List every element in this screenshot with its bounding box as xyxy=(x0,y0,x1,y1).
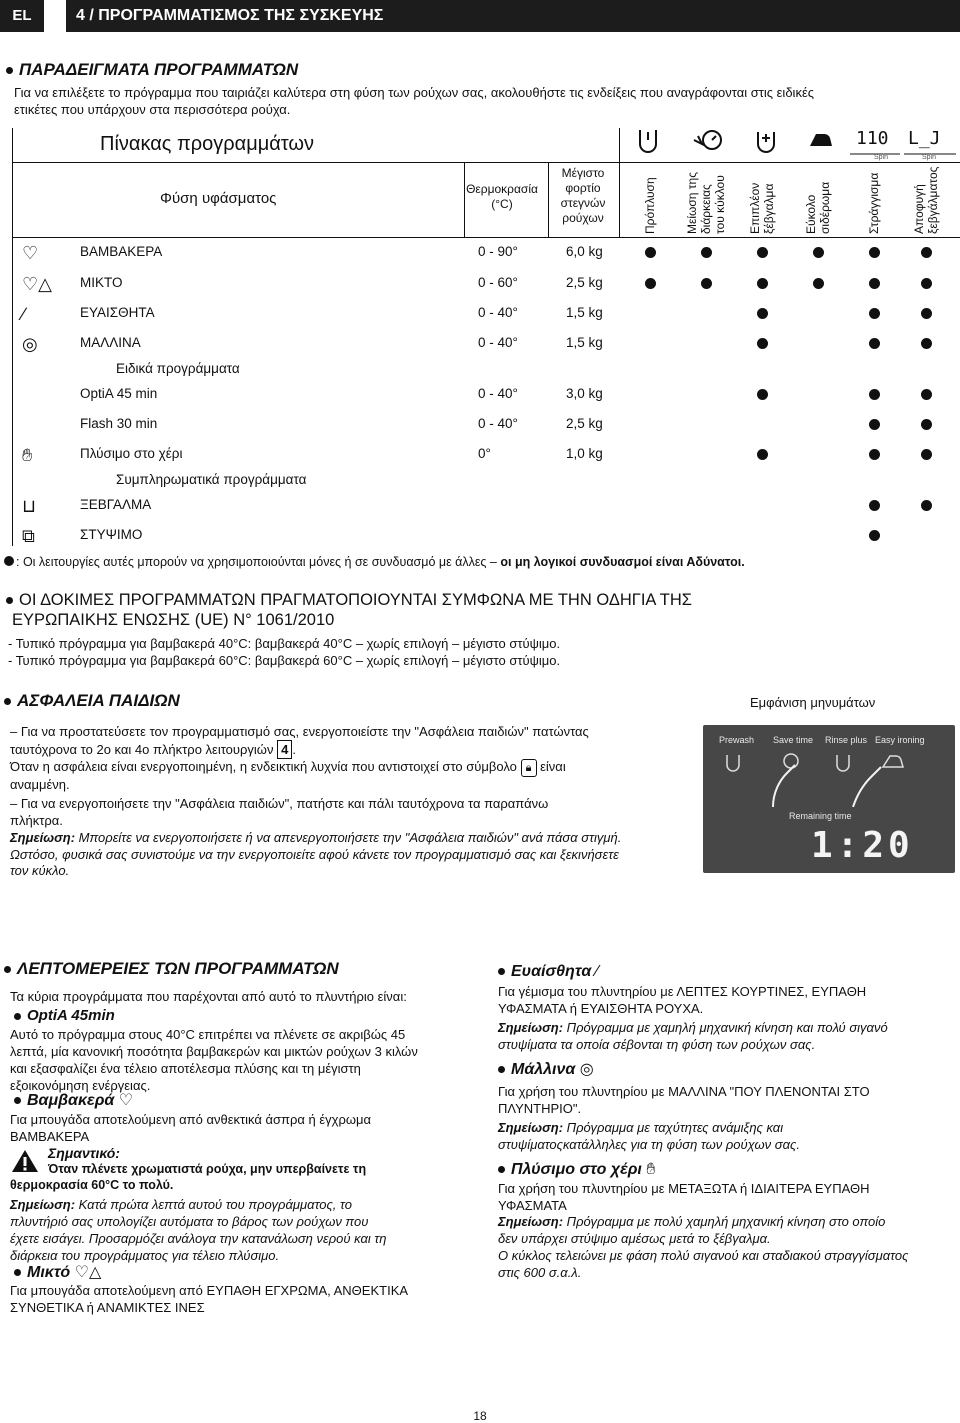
child-lock-p2b-text: είναι xyxy=(540,759,566,774)
option-available-mark xyxy=(869,247,880,258)
mixed-icon: ♡△ xyxy=(74,1264,102,1281)
tests-title-1-text: ΟΙ ΔΟΚΙΜΕΣ ΠΡΟΓΡΑΜΜΑΤΩΝ ΠΡΑΓΜΑΤΟΠΟΙΟΥΝΤΑΙ ΣΥΜΦΩΝΑ ΜΕ ΤΗΝ ΟΔΗΓΙΑ ΤΗΣ xyxy=(19,591,693,609)
display-caption: Εμφάνιση μηνυμάτων xyxy=(750,695,876,710)
grid-line xyxy=(619,128,620,237)
child-lock-p2c: αναμμένη. xyxy=(10,777,70,792)
option-available-mark xyxy=(921,389,932,400)
no-rinse-display-icon xyxy=(904,128,956,154)
subhead-supplementary: Συμπληρωματικά προγράμματα xyxy=(116,472,307,487)
option-label-4: Στράγγισμα xyxy=(867,172,881,234)
bullet-icon xyxy=(498,1066,505,1073)
row-label: ΞΕΒΓΑΛΜΑ xyxy=(80,497,152,512)
optia-title-text: OptiA 45min xyxy=(27,1007,115,1024)
row-label: Flash 30 min xyxy=(80,416,158,431)
hand-note-line xyxy=(498,1213,958,1230)
remaining-time-value: 1:20 xyxy=(811,825,914,866)
cotton-title-text: Βαμβακερά xyxy=(27,1092,115,1109)
option-available-mark xyxy=(869,449,880,460)
optia-text xyxy=(10,1026,470,1094)
child-lock-p1a: – Για να προστατεύσετε τον προγραμματισμό σας, ενεργοποιείστε την "Ασφάλεια παιδιών" πατώντας xyxy=(10,724,589,739)
details-title xyxy=(4,958,339,979)
hand-title-text: Πλύσιμο στο χέρι xyxy=(511,1161,642,1178)
optia-text-text: Αυτό το πρόγραμμα στους 40°C επιτρέπει να πλένετε σε ακριβώς 45 xyxy=(10,1027,406,1042)
note-label: Σημείωση: xyxy=(498,1214,567,1229)
option-available-mark xyxy=(921,247,932,258)
cotton-text-line xyxy=(10,1111,470,1128)
key-4-icon: 4 xyxy=(277,740,292,759)
cotton-note-lines-line xyxy=(10,1213,470,1230)
control-panel-display xyxy=(703,725,955,873)
rinse-plus-icon xyxy=(758,132,774,152)
panel-buttons xyxy=(703,747,955,807)
cotton-note xyxy=(10,1196,470,1264)
hand-note-line xyxy=(498,1247,958,1264)
legend-dot-icon xyxy=(4,556,14,566)
mixed-text-line xyxy=(10,1299,470,1316)
row-load: 1,5 kg xyxy=(566,305,603,320)
optia-title xyxy=(14,1007,115,1026)
spin-label-1: Spin xyxy=(874,154,889,161)
wool-note xyxy=(498,1119,958,1153)
option-available-mark xyxy=(869,278,880,289)
delicate-note-line xyxy=(498,1019,958,1036)
section-header: 4 / ΠΡΟΓΡΑΜΜΑΤΙΣΜΟΣ ΤΗΣ ΣΥΣΚΕΥΗΣ xyxy=(66,0,960,32)
cotton-title xyxy=(14,1091,133,1111)
wool-text-text: Για χρήση του πλυντηρίου με ΜΑΛΛΙΝΑ "ΠΟΥ ΠΛΕΝΟΝΤΑΙ ΣΤΟ xyxy=(498,1084,870,1099)
mixed-icon: ♡△ xyxy=(22,274,52,294)
examples-intro-2: ετικέτες που υπάρχουν στα περισσότερα ρούχα. xyxy=(14,102,291,117)
child-lock-p3a: – Για να ενεργοποιήσετε την "Ασφάλεια παιδιών", πατήστε και πάλι ταυτόχρονα τα παραπάνω xyxy=(10,796,549,811)
delicate-title-text: Ευαίσθητα xyxy=(511,963,592,980)
row-temp: 0 - 40° xyxy=(478,335,518,350)
cotton-note-lines-line xyxy=(10,1247,470,1264)
wool-icon: ◎ xyxy=(22,334,38,354)
wool-icon: ◎ xyxy=(579,1061,594,1078)
option-available-mark xyxy=(813,247,824,258)
wool-text-line xyxy=(498,1100,958,1117)
bullet-icon xyxy=(498,968,505,975)
delicate-note-text: στυψίματα τα οποία σέβονται τη φύση των ρούχων σας. xyxy=(498,1037,816,1052)
delicate-text-line xyxy=(498,983,958,1000)
option-available-mark xyxy=(921,419,932,430)
bullet-icon xyxy=(6,597,13,604)
option-label-0: Πρόπλυση xyxy=(643,177,657,234)
option-icons xyxy=(620,124,960,164)
row-label: Πλύσιμο στο χέρι xyxy=(80,446,183,461)
examples-intro-1: Για να επιλέξετε το πρόγραμμα που ταιριάζει καλύτερα στη φύση των ρούχων σας, ακολουθήστε τις ενδείξεις που αναγράφονται στις ειδικές xyxy=(14,85,815,100)
option-available-mark xyxy=(869,419,880,430)
delicate-note-text: Πρόγραμμα με χαμηλή μηχανική κίνηση και πολύ σιγανό xyxy=(566,1020,888,1035)
option-available-mark xyxy=(869,500,880,511)
panel-btn-easyironing-label: Easy ironing xyxy=(875,735,925,745)
delicate-title xyxy=(498,962,598,982)
wool-text-line xyxy=(498,1083,958,1100)
tests-line-1: - Τυπικό πρόγραμμα για βαμβακερά 40°C: βαμβακερά 40°C – χωρίς επιλογή – μέγιστο στύψιμο. xyxy=(8,636,561,651)
optia-text-line xyxy=(10,1060,470,1077)
child-lock-p2 xyxy=(10,758,566,777)
hand-note-text: Ο κύκλος τελειώνει με φάση πολύ σιγανού και σταδιακού στραγγίσματος xyxy=(498,1248,909,1263)
child-lock-title xyxy=(4,690,180,711)
details-title-text: ΛΕΠΤΟΜΕΡΕΙΕΣ ΤΩΝ ΠΡΟΓΡΑΜΜΑΤΩΝ xyxy=(17,959,339,978)
row-temp: 0 - 60° xyxy=(478,275,518,290)
lock-icon: 🔒︎ xyxy=(521,759,537,777)
bullet-icon xyxy=(4,698,11,705)
bullet-icon xyxy=(6,67,13,74)
panel-savetime-icon xyxy=(784,754,798,768)
optia-text-line xyxy=(10,1043,470,1060)
mixed-title xyxy=(14,1263,101,1283)
child-lock-note-3: τον κύκλο. xyxy=(10,863,70,878)
option-available-mark xyxy=(869,530,880,541)
note-1: Μπορείτε να ενεργοποιήσετε ή να απενεργοποιήσετε την "Ασφάλεια παιδιών" ανά πάσα στιγμή. xyxy=(78,830,622,845)
delicate-text xyxy=(498,983,958,1017)
bullet-icon xyxy=(14,1269,21,1276)
delicate-note-line xyxy=(498,1036,958,1053)
row-temp: 0 - 90° xyxy=(478,244,518,259)
hand-note-text: στις 600 σ.α.λ. xyxy=(498,1265,582,1280)
grid-line xyxy=(12,237,960,238)
warning-icon xyxy=(10,1148,40,1174)
cotton-icon: ♡ xyxy=(118,1092,134,1109)
legend-bold: οι μη λογικοί συνδυασμοί είναι Αδύνατοι. xyxy=(500,555,745,569)
cotton-text xyxy=(10,1111,470,1145)
option-available-mark xyxy=(921,500,932,511)
delicate-note xyxy=(498,1019,958,1053)
cotton-note-lines-text: Κατά πρώτα λεπτά αυτού του προγράμματος, το xyxy=(78,1197,352,1212)
panel-btn-rinseplus-label: Rinse plus xyxy=(825,735,868,745)
grid-line xyxy=(464,162,465,237)
delicate-icon: ∕ xyxy=(595,963,599,980)
table-title: Πίνακας προγραμμάτων xyxy=(100,133,315,155)
wool-text xyxy=(498,1083,958,1117)
rinse-icon: ⊔ xyxy=(22,496,37,516)
hand-text-text: Για χρήση του πλυντηρίου με ΜΕΤΑΞΩΤΑ ή ΙΔΙΑΙΤΕΡΑ ΕΥΠΑΘΗ xyxy=(498,1181,870,1196)
option-label-1: Μείωση της διάρκειας του κύκλου xyxy=(685,172,727,234)
easy-iron-icon xyxy=(810,134,832,146)
cotton-note-lines-text: διάρκεια του προγράμματος για τέλειο πλύσιμο. xyxy=(10,1248,280,1263)
delicate-text-text: Για γέμισμα του πλυντηρίου με ΛΕΠΤΕΣ ΚΟΥΡΤΙΝΕΣ, ΕΥΠΑΘΗ xyxy=(498,984,867,999)
child-lock-p1b: ταυτόχρονα το 2ο και 4ο πλήκτρο λειτουργιών 4 . xyxy=(10,742,296,757)
optia-text-text: εξοικονόμηση ενέργειας. xyxy=(10,1078,151,1093)
option-label-3: Εύκολο σιδέρωμα xyxy=(804,181,832,234)
option-available-mark xyxy=(701,278,712,289)
child-lock-title-text: ΑΣΦΑΛΕΙΑ ΠΑΙΔΙΩΝ xyxy=(17,691,180,710)
option-available-mark xyxy=(757,389,768,400)
spin-display-icon xyxy=(850,128,900,154)
delicate-icon: ∕ xyxy=(22,304,26,324)
delicate-text-line xyxy=(498,1000,958,1017)
bullet-icon xyxy=(14,1013,21,1020)
cotton-note-lines-text: έχετε εισάγει. Προσαρμόζει ανάλογα την κατανάλωση νερού και τη xyxy=(10,1231,387,1246)
wool-title-text: Μάλλινα xyxy=(511,1061,576,1078)
grid-line xyxy=(12,128,13,546)
important-text-1: Όταν πλένετε χρωματιστά ρούχα, μην υπερβαίνετε τη xyxy=(48,1162,367,1176)
option-available-mark xyxy=(645,278,656,289)
hand-text-line xyxy=(498,1197,958,1214)
mixed-text-text: ΣΥΝΘΕΤΙΚΑ ή ΑΝΑΜΙΚΤΕΣ ΙΝΕΣ xyxy=(10,1300,205,1315)
delicate-text-text: ΥΦΑΣΜΑΤΑ ή ΕΥΑΙΣΘΗΤΑ ΡΟΥΧΑ. xyxy=(498,1001,704,1016)
examples-title-text: ΠΑΡΑΔΕΙΓΜΑΤΑ ΠΡΟΓΡΑΜΜΑΤΩΝ xyxy=(19,60,299,79)
panel-prewash-icon xyxy=(727,755,739,771)
option-available-mark xyxy=(757,247,768,258)
option-available-mark xyxy=(921,338,932,349)
hand-note-text: Πρόγραμμα με πολύ χαμηλή μηχανική κίνηση στο οποίο xyxy=(566,1214,886,1229)
hand-title xyxy=(498,1160,655,1180)
grid-line xyxy=(12,162,960,163)
cotton-text-text: Για μπουγάδα αποτελούμενη από ανθεκτικά άσπρα ή έγχρωμα xyxy=(10,1112,372,1127)
hand-note-text: δεν υπάρχει στύψιμο αμέσως μετά το ξέβγαλμα. xyxy=(498,1231,771,1246)
spin-label-2: Spin xyxy=(922,154,937,161)
option-available-mark xyxy=(757,449,768,460)
handwash-icon: ✋︎ xyxy=(646,1161,656,1178)
row-temp: 0 - 40° xyxy=(478,386,518,401)
row-temp: 0 - 40° xyxy=(478,416,518,431)
tests-title-2: ΕΥΡΩΠΑΙΚΗΣ ΕΝΩΣΗΣ (UE) N° 1061/2010 xyxy=(12,611,335,629)
wool-note-line xyxy=(498,1119,958,1136)
option-label-2: Επιπλέον ξέβγαλμα xyxy=(748,182,776,234)
bullet-icon xyxy=(14,1097,21,1104)
hand-icon xyxy=(773,765,881,807)
cotton-text-line xyxy=(10,1128,470,1145)
row-label: ΜΑΛΛΙΝΑ xyxy=(80,335,141,350)
row-temp: 0 - 40° xyxy=(478,305,518,320)
option-available-mark xyxy=(921,308,932,319)
grid-line xyxy=(548,162,549,237)
legend-text: : Οι λειτουργίες αυτές μπορούν να χρησιμοποιούνται μόνες ή σε συνδυασμό με άλλες – xyxy=(16,555,497,569)
note-label: Σημείωση: xyxy=(498,1120,567,1135)
child-lock-note xyxy=(10,829,621,846)
col-load: Μέγιστο φορτίο στεγνών ρούχων xyxy=(560,166,606,225)
child-lock-note-2: Ωστόσο, φυσικά σας συνιστούμε να την ενεργοποιείτε αφού κάνετε τον προγραμματισμό σας και ξεκινήσετε xyxy=(10,847,619,862)
hand-note-line xyxy=(498,1230,958,1247)
option-available-mark xyxy=(701,247,712,258)
child-lock-p2a-text: Όταν η ασφάλεια είναι ενεργοποιημένη, η ενδεικτική λυχνία που αντιστοιχεί στο σύμβολο xyxy=(10,759,517,774)
option-available-mark xyxy=(869,338,880,349)
option-label-5: Αποφυγή ξεβγάλματος xyxy=(912,166,940,234)
tests-title-1 xyxy=(6,590,692,611)
wool-note-text: Πρόγραμμα με ταχύτητες ανάμιξης και xyxy=(566,1120,784,1135)
option-available-mark xyxy=(757,308,768,319)
row-load: 2,5 kg xyxy=(566,275,603,290)
row-temp: 0° xyxy=(478,446,491,461)
option-available-mark xyxy=(813,278,824,289)
bullet-icon xyxy=(4,966,11,973)
important-title: Σημαντικό: xyxy=(48,1145,120,1161)
tests-line-2: - Τυπικό πρόγραμμα για βαμβακερά 60°C: βαμβακερά 60°C – χωρίς επιλογή – μέγιστο στύψιμο. xyxy=(8,653,561,668)
subhead-special: Ειδικά προγράμματα xyxy=(116,361,240,376)
row-label: OptiA 45 min xyxy=(80,386,158,401)
hand-note xyxy=(498,1213,958,1281)
optia-text-text: και εξασφαλίζει ένα τέλειο αποτέλεσμα πλύσης και τη μέγιστη xyxy=(10,1061,361,1076)
row-load: 2,5 kg xyxy=(566,416,603,431)
svg-text:L_J: L_J xyxy=(908,128,941,149)
child-lock-p1b-text: ταυτόχρονα το 2ο και 4ο πλήκτρο λειτουργιών xyxy=(10,742,274,757)
optia-text-text: λεπτά, μία κανονική ποσότητα βαμβακερών και μικτών ρούχων 3 κιλών xyxy=(10,1044,418,1059)
prewash-icon xyxy=(640,130,656,152)
important-text-2: θερμοκρασία 60°C το πολύ. xyxy=(10,1178,174,1192)
legend xyxy=(16,555,745,571)
wool-text-text: ΠΛΥΝΤΗΡΙΟ". xyxy=(498,1101,582,1116)
cotton-text-text: ΒΑΜΒΑΚΕΡΑ xyxy=(10,1129,90,1144)
row-label: ΣΤΥΨΙΜΟ xyxy=(80,527,143,542)
option-available-mark xyxy=(869,389,880,400)
cotton-note-lines-line xyxy=(10,1196,470,1213)
note-label: Σημείωση: xyxy=(498,1020,567,1035)
cotton-note-lines-line xyxy=(10,1230,470,1247)
wool-title xyxy=(498,1060,594,1080)
row-label: ΜΙΚΤΟ xyxy=(80,275,123,290)
row-load: 1,5 kg xyxy=(566,335,603,350)
cotton-icon: ♡ xyxy=(22,243,39,263)
option-available-mark xyxy=(869,308,880,319)
col-fabric: Φύση υφάσματος xyxy=(160,190,277,207)
row-load: 1,0 kg xyxy=(566,446,603,461)
option-available-mark xyxy=(921,449,932,460)
option-available-mark xyxy=(757,338,768,349)
examples-title xyxy=(6,59,298,80)
row-label: ΒΑΜΒΑΚΕΡΑ xyxy=(80,244,163,259)
language-badge: EL xyxy=(0,0,44,32)
row-label: ΕΥΑΙΣΘΗΤΑ xyxy=(80,305,155,320)
handwash-icon: ✋︎ xyxy=(22,445,33,465)
option-available-mark xyxy=(921,278,932,289)
wool-note-line xyxy=(498,1136,958,1153)
page-number: 18 xyxy=(473,1409,487,1423)
note-label: Σημείωση: xyxy=(10,830,76,845)
remaining-time-label: Remaining time xyxy=(789,811,852,821)
spin-icon: ⧉ xyxy=(22,526,35,546)
mixed-text xyxy=(10,1282,470,1316)
svg-text:110: 110 xyxy=(856,128,889,149)
row-load: 3,0 kg xyxy=(566,386,603,401)
hand-text-line xyxy=(498,1180,958,1197)
save-time-icon xyxy=(694,131,721,149)
hand-text xyxy=(498,1180,958,1214)
hand-note-line xyxy=(498,1264,958,1281)
optia-text-line xyxy=(10,1026,470,1043)
cotton-note-lines-text: πλυντήριό σας υπολογίζει αυτόματα το βάρος των ρούχων που xyxy=(10,1214,369,1229)
hand-text-text: ΥΦΑΣΜΑΤΑ xyxy=(498,1198,567,1213)
mixed-title-text: Μικτό xyxy=(27,1264,71,1281)
option-available-mark xyxy=(645,247,656,258)
panel-rinse-icon xyxy=(837,755,849,771)
wool-note-text: στυψίματοςκατάλληλες για τη φύση των ρούχων σας. xyxy=(498,1137,800,1152)
panel-iron-icon xyxy=(883,756,903,767)
child-lock-p3b: πλήκτρα. xyxy=(10,813,63,828)
row-load: 6,0 kg xyxy=(566,244,603,259)
col-temp: Θερμοκρασία (°C) xyxy=(466,182,538,211)
mixed-text-text: Για μπουγάδα αποτελούμενη από ΕΥΠΑΘΗ ΕΓΧΡΩΜΑ, ΑΝΘΕΚΤΙΚΑ xyxy=(10,1283,409,1298)
details-intro: Τα κύρια προγράμματα που παρέχονται από αυτό το πλυντήριο είναι: xyxy=(10,989,407,1004)
note-label: Σημείωση: xyxy=(10,1197,79,1212)
bullet-icon xyxy=(498,1166,505,1173)
mixed-text-line xyxy=(10,1282,470,1299)
panel-btn-prewash-label: Prewash xyxy=(719,735,755,745)
panel-btn-savetime-label: Save time xyxy=(773,735,814,745)
option-available-mark xyxy=(757,278,768,289)
